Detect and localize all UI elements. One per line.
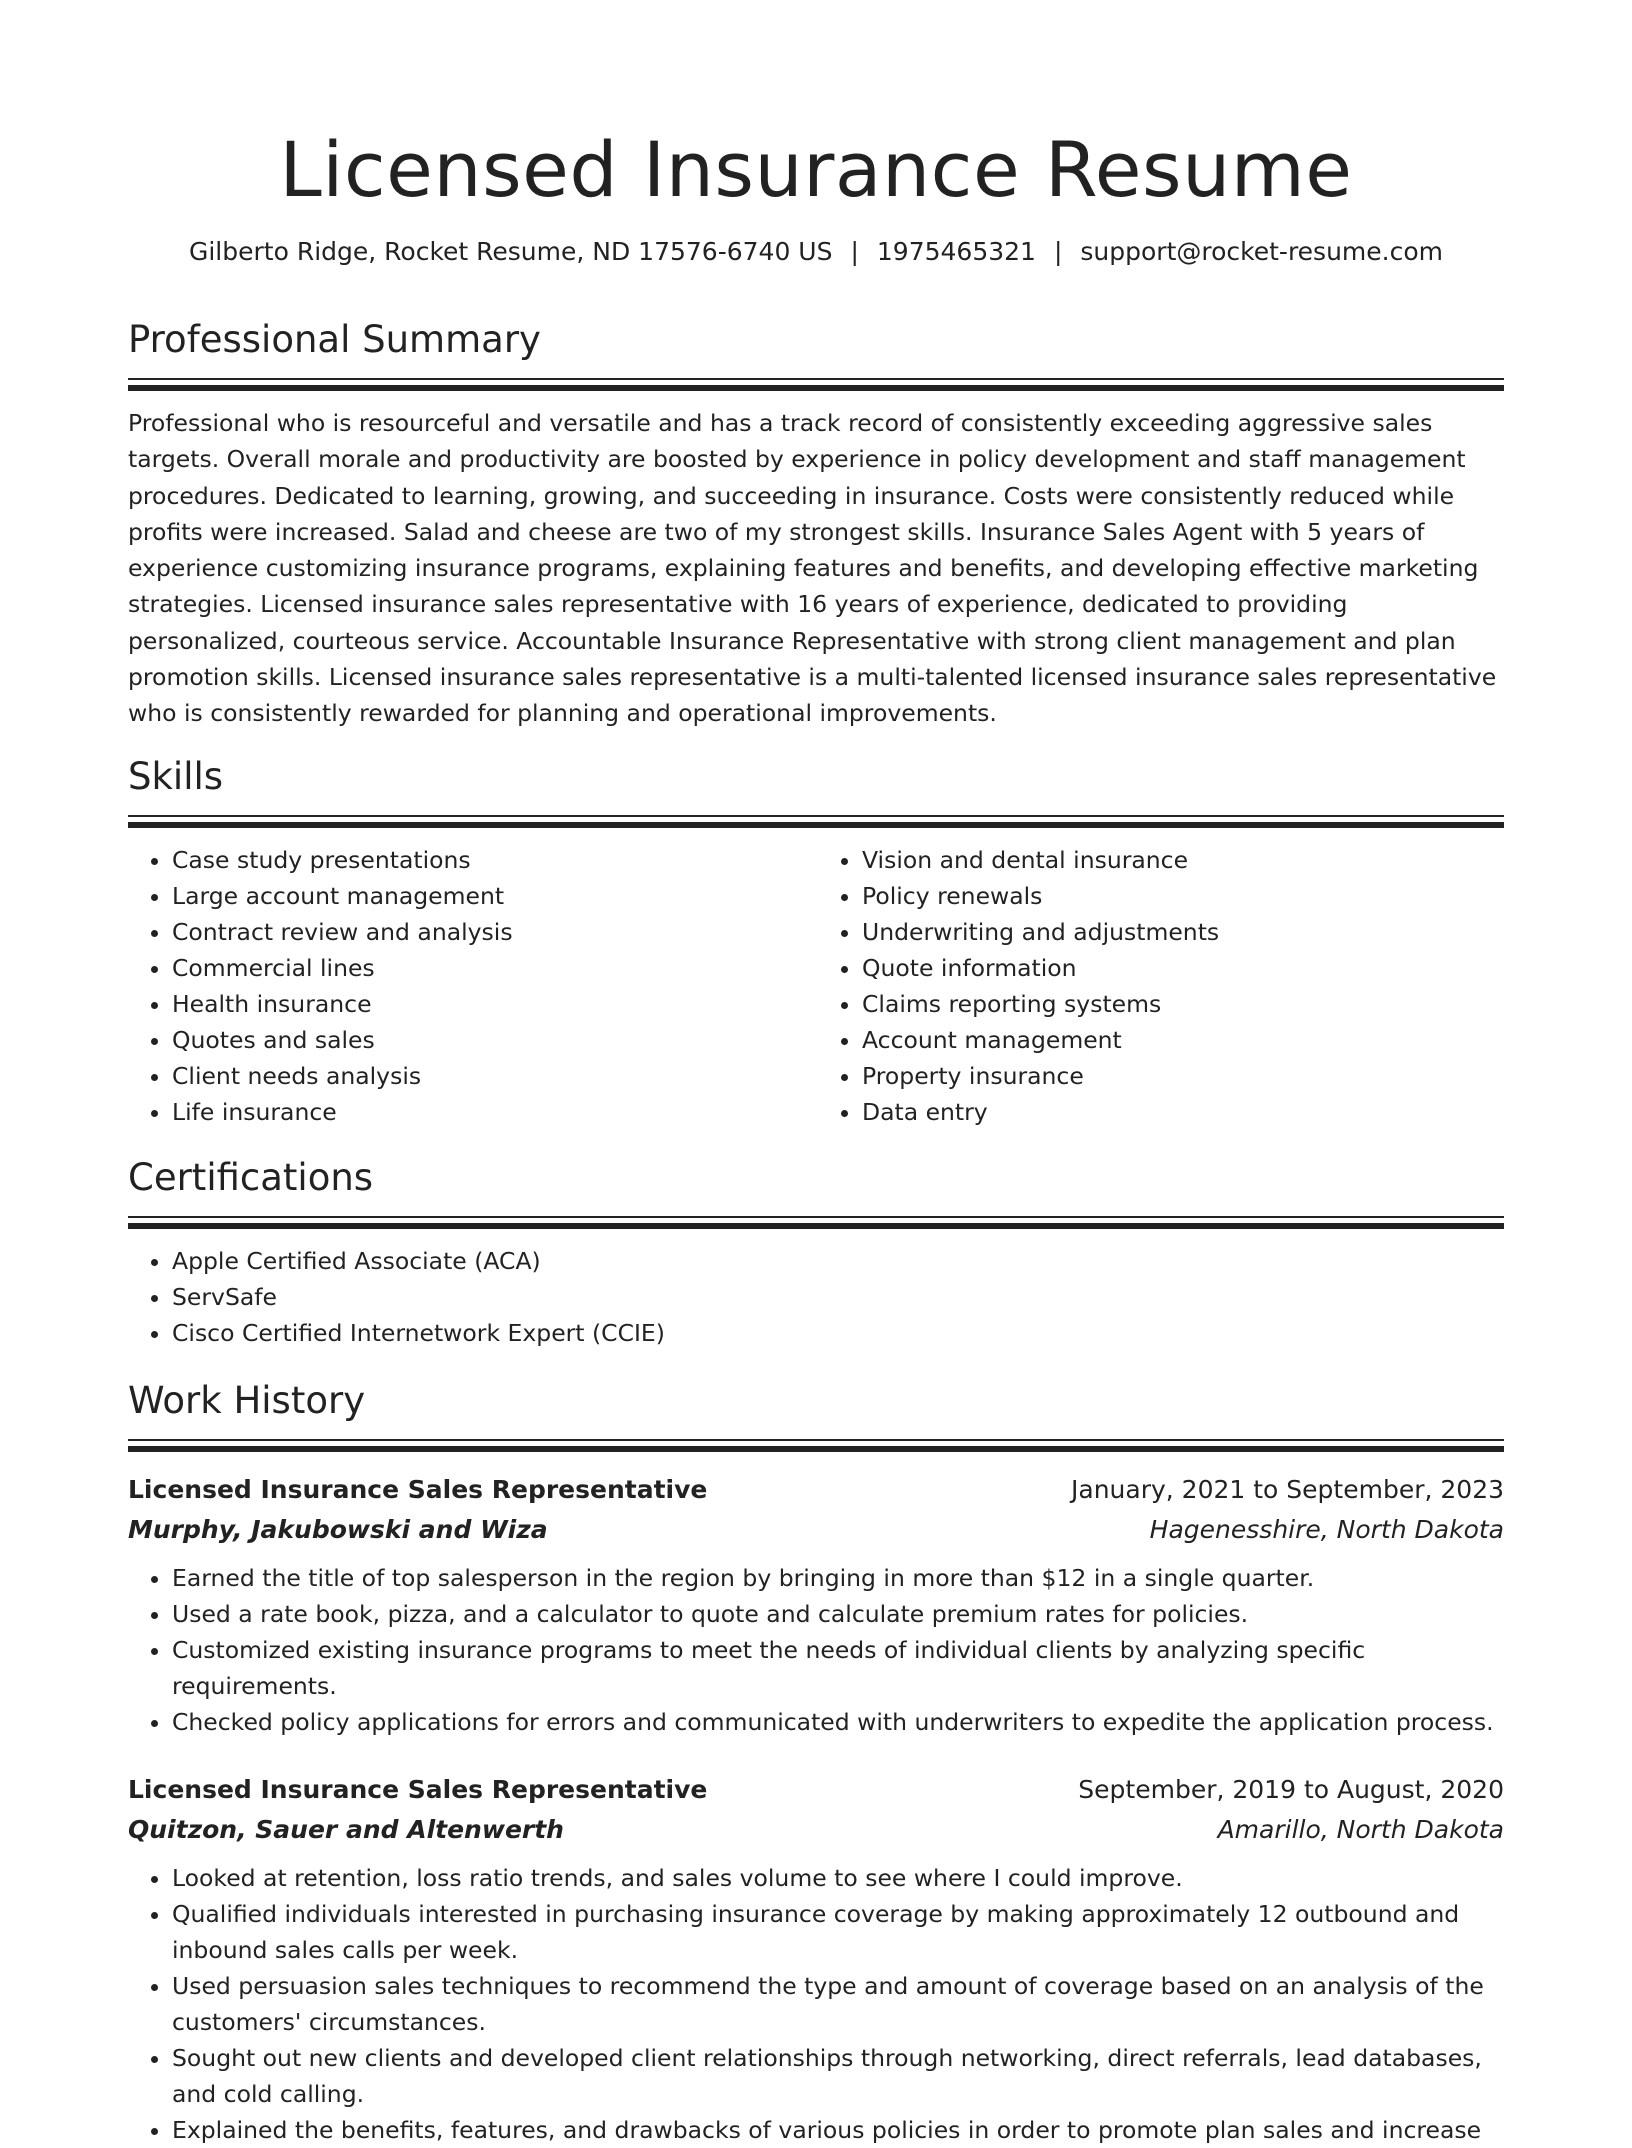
skill-item: • Commercial lines xyxy=(172,950,816,986)
skill-item: • Case study presentations xyxy=(172,842,816,878)
job-location: Hagenesshire, North Dakota xyxy=(1149,1515,1504,1545)
contact-address: Gilberto Ridge, Rocket Resume, ND 17576-6740 US xyxy=(188,237,833,266)
section-divider-thick xyxy=(128,1223,1504,1229)
section-certifications-header xyxy=(128,1156,1504,1229)
job-entry xyxy=(128,1470,1504,1740)
job-dates: January, 2021 to September, 2023 xyxy=(1071,1475,1504,1505)
section-divider-thick xyxy=(128,385,1504,391)
job-bullet: • Customized existing insurance programs to meet the needs of individual clients by analyzing specific requirements. xyxy=(172,1632,1504,1704)
skill-item: • Underwriting and adjustments xyxy=(862,914,1504,950)
skill-item: • Life insurance xyxy=(172,1094,816,1130)
section-divider-thick xyxy=(128,822,1504,828)
job-header-row xyxy=(128,1770,1504,1810)
job-bullet: • Looked at retention, loss ratio trends, and sales volume to see where I could improve. xyxy=(172,1860,1504,1896)
skill-item: • Account management xyxy=(862,1022,1504,1058)
job-bullet: • Checked policy applications for errors and communicated with underwriters to expedite the application process. xyxy=(172,1704,1504,1740)
job-bullet: • Used a rate book, pizza, and a calculator to quote and calculate premium rates for policies. xyxy=(172,1596,1504,1632)
section-heading-work: Work History xyxy=(128,1379,366,1423)
contact-separator: | xyxy=(1053,237,1063,266)
section-divider-thin xyxy=(128,378,1504,380)
skill-item: • Vision and dental insurance xyxy=(862,842,1504,878)
section-work-header xyxy=(128,1379,1504,1452)
skill-item: • Quote information xyxy=(862,950,1504,986)
job-subheader-row xyxy=(128,1810,1504,1850)
skill-item: • Data entry xyxy=(862,1094,1504,1130)
resume-title: Licensed Insurance Resume xyxy=(279,125,1353,214)
certification-item: • Apple Certified Associate (ACA) xyxy=(172,1243,1504,1279)
section-heading-summary: Professional Summary xyxy=(128,318,541,361)
skill-item: • Property insurance xyxy=(862,1058,1504,1094)
skills-grid xyxy=(128,842,1504,1130)
job-bullet: • Earned the title of top salesperson in the region by bringing in more than $12 in a single quarter. xyxy=(172,1560,1504,1596)
job-bullets xyxy=(128,1860,1504,2148)
job-entry xyxy=(128,1770,1504,2148)
job-header-row xyxy=(128,1470,1504,1510)
skill-item: • Contract review and analysis xyxy=(172,914,816,950)
job-title: Licensed Insurance Sales Representative xyxy=(128,1475,708,1505)
section-summary-header xyxy=(128,318,1504,391)
section-divider-thin xyxy=(128,1216,1504,1218)
job-company: Quitzon, Sauer and Altenwerth xyxy=(128,1815,564,1845)
summary-text: Professional who is resourceful and versatile and has a track record of consistently exceeding aggressive sales targets. Overall morale and productivity are boosted by experience in policy development and staff management procedures. Dedicated to learning, growing, and succeeding in insurance. Costs were consistently reduced while profits were increased. Salad and cheese are two of my strongest skills. Insurance Sales Agent with 5 years of experience customizing insurance programs, explaining features and benefits, and developing effective marketing strategies. Licensed insurance sales representative with 16 years of experience, dedicated to providing personalized, courteous service. Accountable Insurance Representative with strong client management and plan promotion skills. Licensed insurance sales representative is a multi-talented licensed insurance sales representative who is consistently rewarded for planning and operational improvements. xyxy=(128,409,1497,728)
contact-separator: | xyxy=(850,237,859,266)
section-heading-skills: Skills xyxy=(128,755,224,799)
skill-item: • Large account management xyxy=(172,878,816,914)
job-company: Murphy, Jakubowski and Wiza xyxy=(128,1515,548,1545)
certification-item: • Cisco Certified Internetwork Expert (CCIE) xyxy=(172,1315,1504,1351)
contact-phone: 1975465321 xyxy=(876,237,1036,266)
section-skills-header xyxy=(128,755,1504,828)
skill-item: • Claims reporting systems xyxy=(862,986,1504,1022)
skill-item: • Client needs analysis xyxy=(172,1058,816,1094)
section-heading-certifications: Certifications xyxy=(128,1156,374,1200)
resume-content xyxy=(128,0,1504,2148)
skills-list-left xyxy=(128,842,816,1130)
job-bullets xyxy=(128,1560,1504,1740)
job-bullet: • Sought out new clients and developed client relationships through networking, direct referrals, lead databases, and cold calling. xyxy=(172,2040,1504,2112)
contact-line xyxy=(128,236,1504,268)
job-location: Amarillo, North Dakota xyxy=(1217,1815,1504,1845)
skill-item: • Health insurance xyxy=(172,986,816,1022)
skills-list-right xyxy=(816,842,1504,1130)
job-dates: September, 2019 to August, 2020 xyxy=(1078,1775,1504,1805)
certifications-list xyxy=(128,1243,1504,1351)
certification-item: • ServSafe xyxy=(172,1279,1504,1315)
skill-item: • Policy renewals xyxy=(862,878,1504,914)
job-title: Licensed Insurance Sales Representative xyxy=(128,1775,708,1805)
contact-email[interactable]: support@rocket-resume.com xyxy=(1080,237,1444,266)
section-divider-thin xyxy=(128,1439,1504,1441)
section-divider-thin xyxy=(128,815,1504,817)
job-bullet: • Explained the benefits, features, and drawbacks of various policies in order to promote plan sales and increase xyxy=(172,2112,1504,2148)
job-bullet: • Qualified individuals interested in purchasing insurance coverage by making approximately 12 outbound and inbound sales calls per week. xyxy=(172,1896,1504,1968)
skill-item: • Quotes and sales xyxy=(172,1022,816,1058)
section-divider-thick xyxy=(128,1446,1504,1452)
job-subheader-row xyxy=(128,1510,1504,1550)
job-bullet: • Used persuasion sales techniques to recommend the type and amount of coverage based on an analysis of the customers' circumstances. xyxy=(172,1968,1504,2040)
